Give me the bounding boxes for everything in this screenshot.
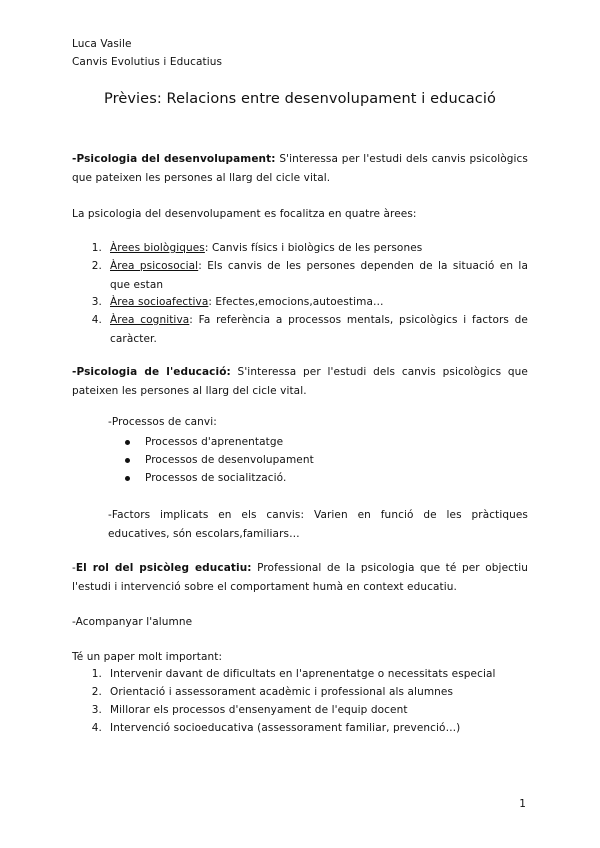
list-item <box>125 451 314 469</box>
process-label: Processos de desenvolupament <box>145 454 314 466</box>
areas-intro: La psicologia del desenvolupament es focalitza en quatre àrees: <box>72 208 417 220</box>
list-item <box>125 433 283 451</box>
header-subject: Canvis Evolutius i Educatius <box>72 56 223 68</box>
bullet-icon <box>125 476 130 481</box>
role-text: Intervenir davant de dificultats en l'aprenentatge o necessitats especial <box>110 668 496 680</box>
list-item <box>88 719 528 738</box>
section-developmental-psychology <box>72 150 528 187</box>
area-description: : Efectes,emocions,autoestima… <box>208 296 384 308</box>
list-item <box>88 293 528 312</box>
list-item <box>88 701 528 720</box>
area-name: Àrea psicosocial <box>110 260 199 272</box>
list-number: 3. <box>91 296 102 308</box>
term-developmental-psychology: -Psicologia del desenvolupament: <box>72 153 276 165</box>
process-label: Processos d'aprenentatge <box>145 436 284 448</box>
list-number: 1. <box>91 668 102 680</box>
area-name: Àrees biològiques <box>110 242 205 254</box>
list-item <box>88 239 528 258</box>
list-number: 4. <box>91 314 102 326</box>
process-label: Processos de socialització. <box>145 472 287 484</box>
definition-educational-psychology: S'interessa per l'estudi dels canvis psicològics que pateixen les persones al llarg del cicle vital. <box>72 366 528 397</box>
list-number: 2. <box>91 260 102 272</box>
page-number: 1 <box>519 798 526 810</box>
processes-heading: -Processos de canvi: <box>108 416 217 428</box>
factors-paragraph: -Factors implicats en els canvis: Varien en funció de les pràctiques educatives, són escolars,familiars… <box>108 509 528 540</box>
list-item <box>88 665 528 684</box>
role-prefix: - <box>72 562 76 574</box>
list-number: 4. <box>91 722 102 734</box>
role-text: Millorar els processos d'ensenyament de l'equip docent <box>110 704 408 716</box>
area-description: : Canvis físics i biològics de les persones <box>204 242 423 254</box>
section-psychologist-role <box>72 559 528 596</box>
area-name: Àrea cognitiva <box>110 314 190 326</box>
role-text: Intervenció socioeducativa (assessorament familiar, prevenció…) <box>110 722 461 734</box>
area-description: : Fa referència a processos mentals, psicològics i factors de caràcter. <box>110 314 528 345</box>
bullet-icon <box>125 440 130 445</box>
list-item <box>88 257 528 294</box>
list-number: 2. <box>91 686 102 698</box>
list-item <box>88 311 528 348</box>
list-item <box>125 469 286 487</box>
area-description: : Els canvis de les persones dependen de la situació en la que estan <box>110 260 528 291</box>
header-author: Luca Vasile <box>72 38 132 50</box>
definition-developmental-psychology: S'interessa per l'estudi dels canvis psicològics que pateixen les persones al llarg del cicle vital. <box>72 153 528 184</box>
role-intro: Té un paper molt important: <box>72 651 223 663</box>
list-number: 1. <box>91 242 102 254</box>
role-text: Orientació i assessorament acadèmic i professional als alumnes <box>110 686 454 698</box>
bullet-icon <box>125 458 130 463</box>
page-title: Prèvies: Relacions entre desenvolupament i educació <box>104 91 496 107</box>
list-item <box>88 683 528 702</box>
section-educational-psychology <box>72 363 528 400</box>
term-psychologist-role: El rol del psicòleg educatiu: <box>75 562 252 574</box>
definition-psychologist-role: Professional de la psicologia que té per objectiu l'estudi i intervenció sobre el comportament humà en context educatiu. <box>72 562 528 593</box>
accompany-line: -Acompanyar l'alumne <box>72 616 193 628</box>
term-educational-psychology: -Psicologia de l'educació: <box>72 366 231 378</box>
list-number: 3. <box>91 704 102 716</box>
area-name: Àrea socioafectiva <box>110 296 209 308</box>
